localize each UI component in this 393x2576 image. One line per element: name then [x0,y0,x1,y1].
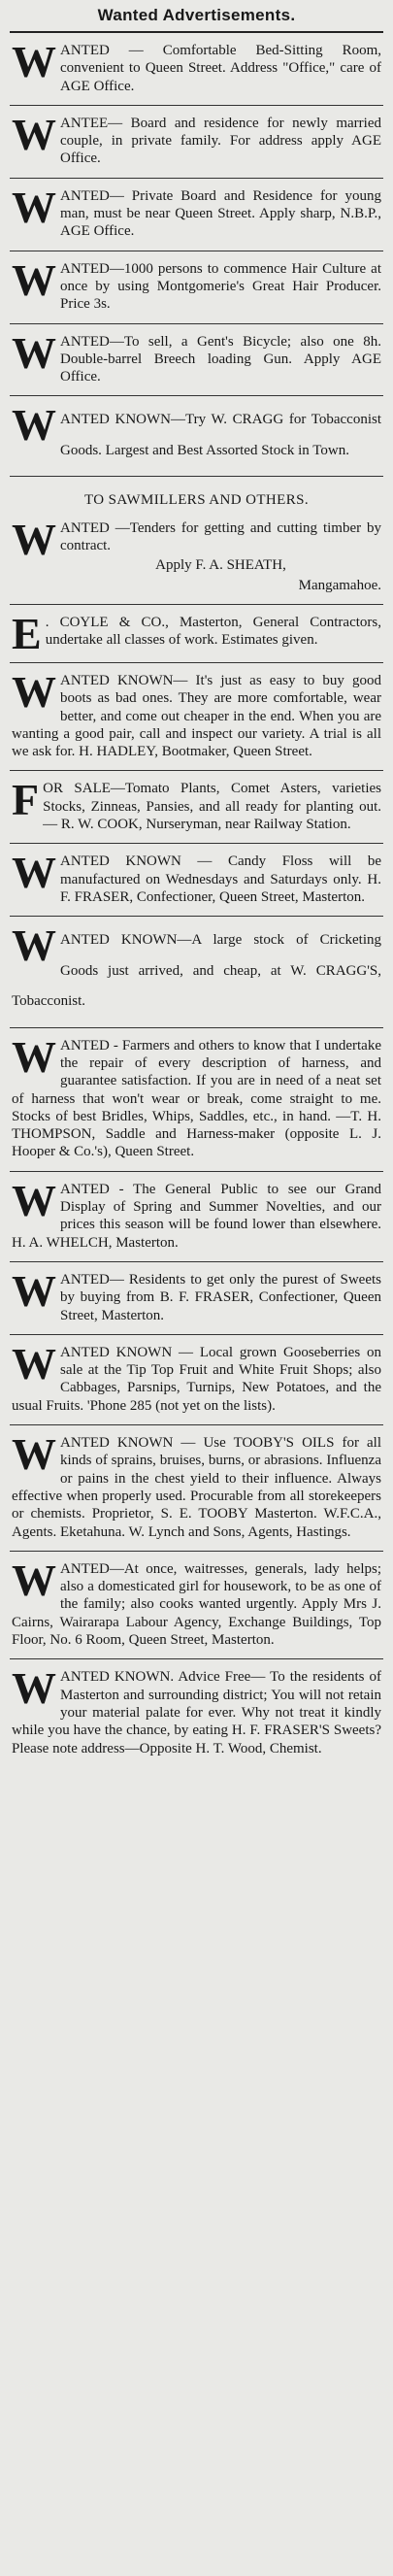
drop-cap: W [12,1175,56,1225]
ad-heading: TO SAWMILLERS AND OTHERS. [83,492,310,509]
ad-fraser-sweets [10,1262,383,1335]
ad-signature: Apply F. A. SHEATH, [155,557,286,574]
ad-sawmillers [10,477,383,604]
drop-cap: W [12,1663,56,1714]
drop-cap: F [12,775,40,825]
ad-text: ANTED—1000 persons to commence Hair Culture at once by using Montgomerie's Great Hair Producer. Price 3s. [60,260,381,313]
drop-cap: W [12,109,56,159]
ad-text: ANTED KNOWN— It's just as easy to buy good boots as bad ones. They are more comfortable, wear better, and come out cheaper in the end. When you are wanting a good pair, call and inspect our variety. A trial is all we ask for. H. HADLEY, Bootmaker, Queen Street. [12,672,381,760]
drop-cap: W [12,666,56,717]
ad-text: ANTED KNOWN — Use TOOBY'S OILS for all kinds of sprains, bruises, burns, or abrasions. Influenza or pains in the chest yield to their influence. Always effective when properly used. Procurable from all storekeepers or chemists. Proprietor, S. E. TOOBY Masterton. W.F.C.A., Agents. Eketahuna. W. Lynch and Sons, Agents, Hastings. [12,1435,381,1540]
drop-cap: W [12,1555,56,1605]
ad-text: ANTED KNOWN—Try W. CRAGG for Tobacconist Goods. Largest and Best Assorted Stock in Town. [60,412,381,458]
ad-labour-agency [10,1552,383,1659]
ad-hadley-boots [10,663,383,771]
ad-text: ANTED—At once, waitresses, generals, lady helps; also a domesticated girl for housework, to be as one of the family; also cooks wanted urgently. Apply Mrs J. Cairns, Wairarapa Labour Agency, Exchange Buildings, Top Floor, No. 6 Room, Queen Street, Masterton. [12,1560,381,1649]
ad-text: ANTED - The General Public to see our Grand Display of Spring and Summer Novelties, and our prices this season will be found lower than elsewhere. H. A. WHELCH, Masterton. [12,1181,381,1251]
ad-text: ANTED— Private Board and Residence for young man, must be near Queen Street. Apply sharp, N.B.P., AGE Office. [60,187,381,240]
drop-cap: W [12,848,56,898]
ad-signature-place: Mangamahoe. [298,577,381,593]
ad-text: ANTED KNOWN — Candy Floss will be manufactured on Wednesdays and Saturdays only. H. F. FRASER, Confectioner, Queen Street, Masterton. [60,853,381,905]
ad-candy-floss [10,844,383,917]
drop-cap: W [12,1031,56,1082]
ad-tomato-plants [10,771,383,844]
ad-text: ANTED— Residents to get only the purest of Sweets by buying from B. F. FRASER, Confectioner, Queen Street, Masterton. [60,1271,381,1323]
ad-text: ANTED KNOWN—A large stock of Cricketing Goods just arrived, and cheap, at W. CRAGG'S, Tobacconist. [12,932,381,1010]
drop-cap: W [12,1265,56,1316]
ad-tooby-oils [10,1425,383,1552]
ad-advice-free [10,1659,383,1766]
drop-cap: W [12,514,56,564]
ad-bed-sitting-room [10,33,383,106]
ad-text: OR SALE—Tomato Plants, Comet Asters, varieties Stocks, Zinneas, Pansies, and all ready for planting out. — R. W. COOK, Nurseryman, near Railway Station. [43,781,381,833]
drop-cap: W [12,1429,56,1480]
ad-coyle-contractors [10,605,383,663]
ad-text: ANTED KNOWN — Local grown Gooseberries on sale at the Tip Top Fruit and White Fruit Shops; also Cabbages, Parsnips, Turnips, New Potatoes, and the usual Fruits. 'Phone 285 (not yet on the lists). [12,1344,381,1414]
ad-harness-thompson [10,1028,383,1172]
drop-cap: W [12,920,56,971]
drop-cap: W [12,327,56,378]
drop-cap: E [12,608,42,658]
ad-bicycle-gun [10,324,383,397]
drop-cap: W [12,254,56,305]
ad-whelch-novelties [10,1172,383,1262]
ad-hair-culture [10,251,383,324]
ad-text: ANTEE— Board and residence for newly married couple, in private family. For address apply AGE Office. [60,115,381,167]
ad-board-residence-couple [10,106,383,179]
ad-text: ANTED - Farmers and others to know that I undertake the repair of every description of harness, and guarantee satisfaction. If you are in need of a neat set of harness that won't wear or break, come straight to me. Stocks of best Bridles, Whips, Saddles, etc., in hand. —T. H. THOMPSON, Saddle and Harness-maker (opposite L. J. Hooper & Co.'s), Queen Street. [12,1037,381,1160]
ad-cragg-tobacconist [10,396,383,477]
ad-cricketing-goods [10,917,383,1028]
ad-gooseberries [10,1335,383,1425]
drop-cap: W [12,400,56,451]
ad-text: ANTED —Tenders for getting and cutting timber by contract. [60,519,381,554]
drop-cap: W [12,182,56,232]
ad-text: . COYLE & CO., Masterton, General Contractors, undertake all classes of work. Estimates given. [45,614,381,649]
ad-board-young-man [10,179,383,251]
ad-text: ANTED KNOWN. Advice Free— To the residents of Masterton and surrounding district; You will not retain your material palate for ever. Why not treat it kindly while you have the chance, by eating H. F. FRASER'S Sweets? Please note address—Opposite H. T. Wood, Chemist. [12,1669,381,1756]
ad-text: ANTED — Comfortable Bed-Sitting Room, convenient to Queen Street. Address "Office," care of AGE Office. [60,43,381,94]
drop-cap: W [12,1338,56,1388]
column-heading: Wanted Advertisements. [10,6,383,33]
drop-cap: W [12,37,56,86]
ad-text: ANTED—To sell, a Gent's Bicycle; also one 8h. Double-barrel Breech loading Gun. Apply AGE Office. [60,333,381,385]
